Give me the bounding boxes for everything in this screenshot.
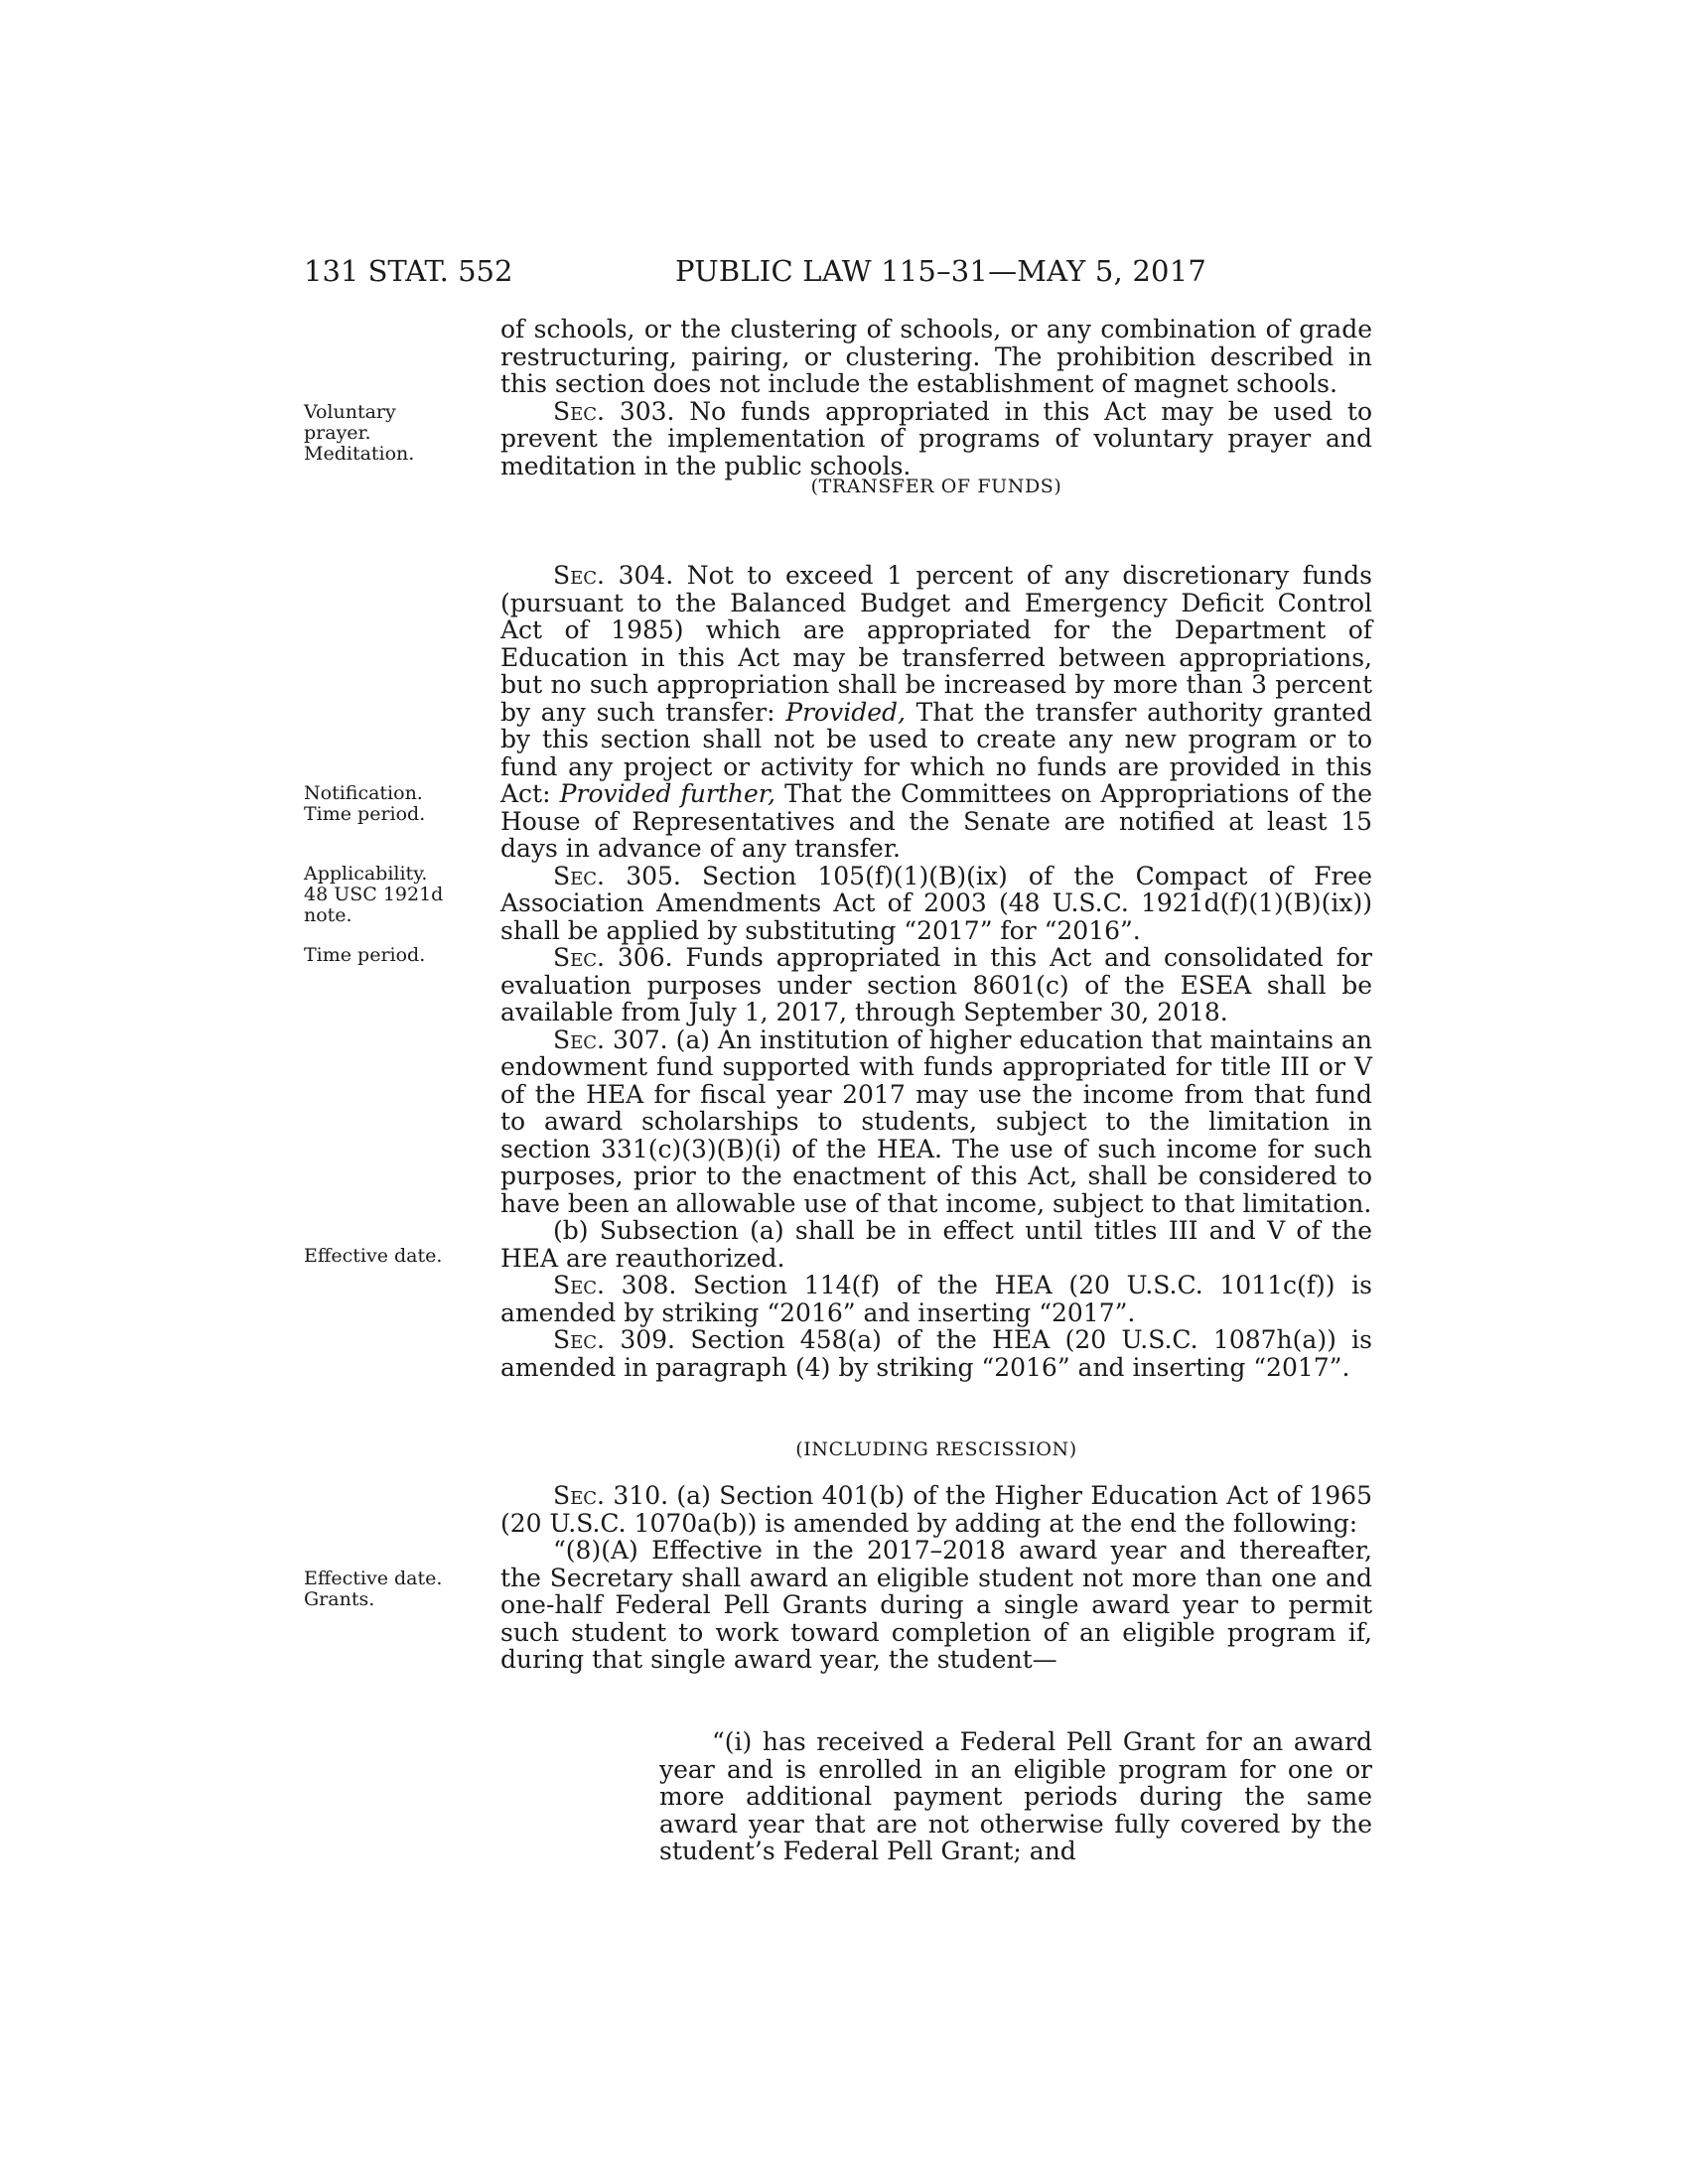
section-308: Sec. 308. Section 114(f) of the HEA (20 U.S.C. 1011c(f)) is amended by striking “2016” and inserting “2017”. xyxy=(500,1271,1372,1327)
section-309: Sec. 309. Section 458(a) of the HEA (20 U.S.C. 1087h(a)) is amended in paragraph (4) by striking “2016” and inserting “2017”. xyxy=(500,1325,1372,1382)
heading-including-rescission: (INCLUDING RESCISSION) xyxy=(795,1438,1077,1460)
section-307a: Sec. 307. (a) An institution of higher education that maintains an endowment fund supported with funds appropriated for title III or V of the HEA for fiscal year 2017 may use the income from that fund to award scholarships to students, subject to the limitation in section 331(c)(3)(B)(i) of the HEA. The use of such income for such purposes, prior to the enactment of this Act, shall be considered to have been an allowable use of that income, subject to that limitation. xyxy=(500,1024,1372,1218)
running-header-title: PUBLIC LAW 115–31—MAY 5, 2017 xyxy=(675,254,1206,288)
stat-page-number: 131 STAT. 552 xyxy=(304,254,513,288)
margin-note-effective-date-grants: Effective date. Grants. xyxy=(304,1568,443,1610)
margin-note-voluntary-prayer: Voluntary prayer. Meditation. xyxy=(304,401,415,465)
section-305: Sec. 305. Section 105(f)(1)(B)(ix) of the Compact of Free Association Amendments Act of 2003 (48 U.S.C. 1921d(f)(1)(B)(ix)) shall be applied by substituting “2017” for “2016”. xyxy=(500,861,1372,945)
section-304: Sec. 304. Not to exceed 1 percent of any discretionary funds (pursuant to the Balanced Budget and Emergency Deficit Control Act of 1985) which are appropriated for the Department of Education in this Act may be transferred between appropriations, but no such appropriation shall be increased by more than 3 percent by any such transfer: Provided, That the transfer authority granted by this section shall not be used to create any new program or to fund any project or activity for which no funds are provided in this Act: Provided further, That the Committees on Appropriations of the House of Representatives and the Senate are notified at least 15 days in advance of any transfer. xyxy=(500,561,1372,863)
clause-i-block xyxy=(659,1728,1372,1865)
margin-note-applicability: Applicability. 48 USC 1921d note. xyxy=(304,863,444,926)
section-303-text: 303. No funds appropriated in this Act may be used to prevent the implementation of programs of voluntary prayer and meditation in the public schools. xyxy=(500,396,1372,480)
margin-note-notification: Notification. Time period. xyxy=(304,782,426,825)
margin-note-time-period: Time period. xyxy=(304,944,426,966)
section-310: Sec. 310. (a) Section 401(b) of the Higher Education Act of 1965 (20 U.S.C. 1070a(b)) is amended by adding at the end the following: xyxy=(500,1481,1372,1538)
heading-transfer-of-funds: (TRANSFER OF FUNDS) xyxy=(810,476,1062,497)
section-306: Sec. 306. Funds appropriated in this Act and consolidated for evaluation purposes under section 8601(c) of the ESEA shall be available from July 1, 2017, through September 30, 2018. xyxy=(500,943,1372,1026)
continuation-paragraph: of schools, or the clustering of schools, or any combination of grade restructuring, pairing, or clustering. The prohibition described in this section does not include the establishment of magnet schools. xyxy=(500,315,1372,398)
body-block-3 xyxy=(500,1482,1372,1674)
paragraph-8A: “(8)(A) Effective in the 2017–2018 award year and thereafter, the Secretary shall award an eligible student not more than one and one-half Federal Pell Grants during a single award year to permit such student to work toward completion of an eligible program if, during that single award year, the student— xyxy=(500,1536,1372,1674)
section-303 xyxy=(500,398,1372,480)
clause-i: “(i) has received a Federal Pell Grant for an award year and is enrolled in an eligible program for one or more additional payment periods during the same award year that are not otherwise fully covered by the student’s Federal Pell Grant; and xyxy=(659,1727,1372,1865)
margin-note-effective-date: Effective date. xyxy=(304,1245,443,1267)
body-block-1 xyxy=(500,316,1372,479)
section-307b: (b) Subsection (a) shall be in effect until titles III and V of the HEA are reauthorized. xyxy=(500,1216,1372,1273)
sec-label: Sec. xyxy=(553,396,605,426)
body-block-2 xyxy=(500,562,1372,1381)
